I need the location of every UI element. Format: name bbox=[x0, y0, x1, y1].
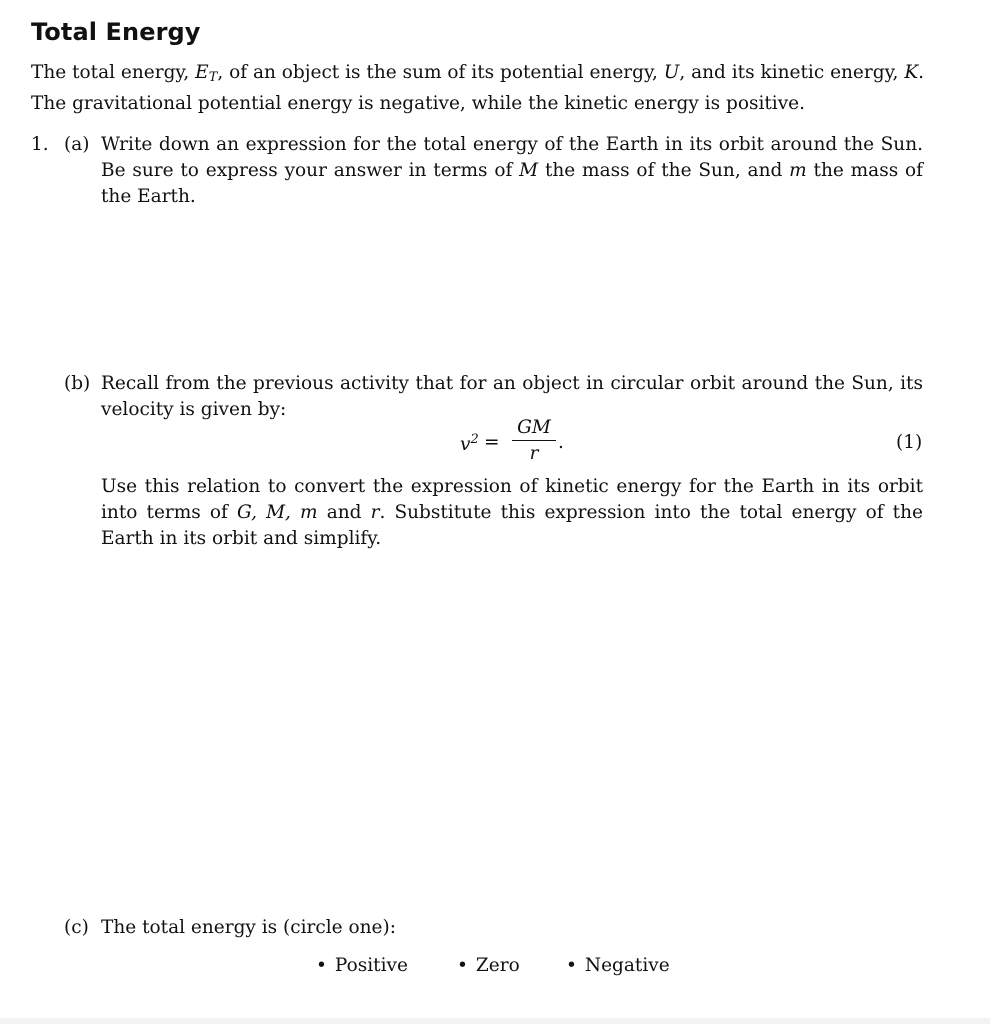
fraction-numerator: GM bbox=[517, 417, 551, 438]
intro-text-4: . bbox=[918, 62, 925, 83]
fraction-bar bbox=[512, 440, 556, 441]
symbol-list: G, M, m bbox=[237, 502, 318, 523]
equation-equals: = bbox=[484, 432, 500, 453]
equation-number: (1) bbox=[896, 432, 923, 453]
part-c-label: (c) bbox=[64, 917, 89, 938]
intro-line-2: The gravitational potential energy is negative, while the kinetic energy is positive. bbox=[31, 93, 806, 115]
symbol-r: r bbox=[370, 502, 380, 523]
equation-fraction bbox=[512, 417, 556, 464]
part-b-text: Use this relation to convert the expression of kinetic energy for the Earth in its orbit into terms of G, M, m and r. Substitute this expression into the total energy of the Earth in its orbit and simplify. bbox=[101, 476, 923, 549]
part-a-text: Write down an expression for the total energy of the Earth in its orbit around the Sun. Be sure to express your answer in terms of M the mass of the Sun, and m the mass of the Earth. bbox=[101, 134, 923, 207]
symbol-m: m bbox=[789, 160, 807, 181]
symbol-k: K bbox=[904, 62, 919, 83]
equation-lhs: $v^2$ bbox=[460, 432, 479, 456]
fraction-denominator: r bbox=[529, 443, 539, 464]
equation-period: . bbox=[558, 432, 564, 453]
bullet-icon: • bbox=[316, 955, 327, 976]
part-b-label: (b) bbox=[64, 373, 91, 394]
bullet-icon: • bbox=[457, 955, 468, 976]
part-b-intro: Recall from the previous activity that for an object in circular orbit around the Sun, its velocity is given by: bbox=[101, 373, 923, 420]
velocity-equation bbox=[460, 417, 570, 473]
intro-paragraph bbox=[31, 60, 926, 117]
part-c-text: The total energy is (circle one): bbox=[101, 917, 396, 938]
page-bottom-strip bbox=[0, 1018, 990, 1024]
intro-text-3: , and its kinetic energy, bbox=[679, 62, 905, 83]
symbol-e-total-subscript: T bbox=[208, 70, 218, 86]
intro-text-1: The total energy, bbox=[31, 62, 196, 83]
part-a-label: (a) bbox=[64, 134, 90, 155]
symbol-e-total: E bbox=[195, 62, 209, 83]
option-positive[interactable]: • Positive bbox=[316, 953, 408, 979]
option-zero[interactable]: • Zero bbox=[457, 953, 520, 979]
section-title: Total Energy bbox=[31, 18, 201, 46]
symbol-u: U bbox=[663, 62, 680, 83]
bullet-icon: • bbox=[566, 955, 577, 976]
intro-text-2: , of an object is the sum of its potential energy, bbox=[217, 62, 664, 83]
option-negative[interactable]: • Negative bbox=[566, 953, 670, 979]
question-number: 1. bbox=[31, 134, 49, 155]
symbol-M: M bbox=[519, 160, 539, 181]
